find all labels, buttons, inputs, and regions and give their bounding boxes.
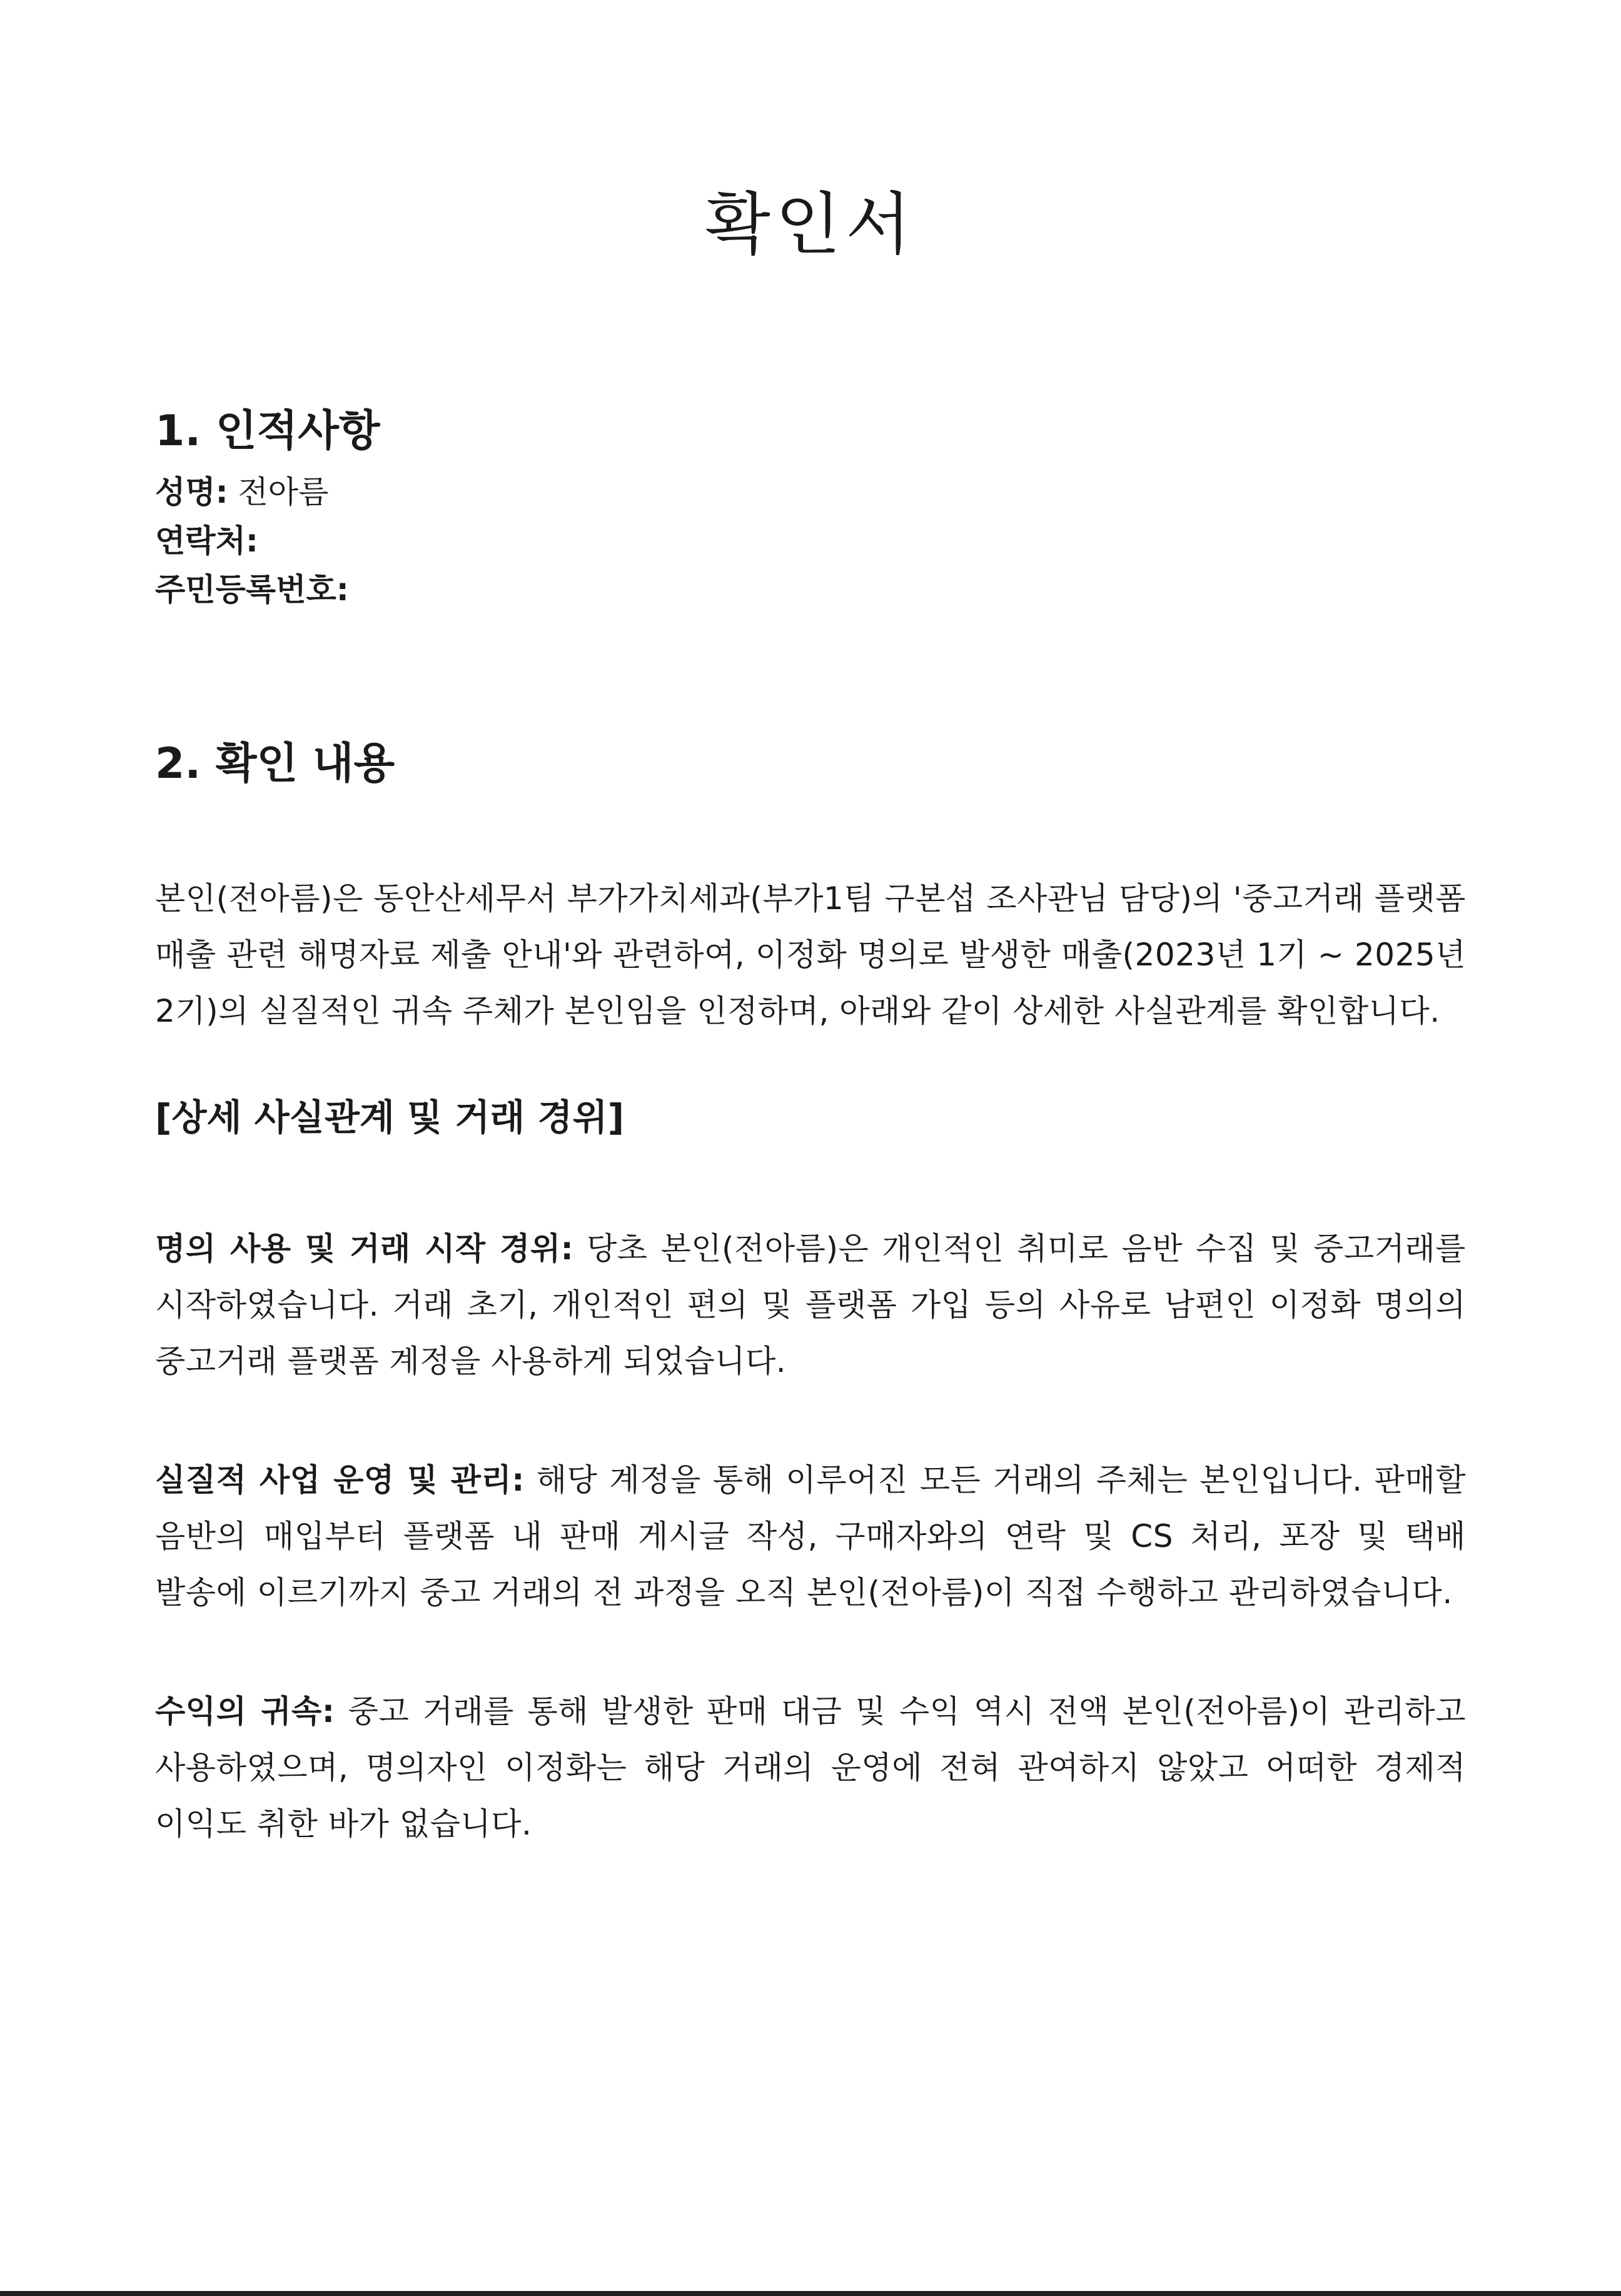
detail-item-operation-text: 해당 계정을 통해 이루어진 모든 거래의 주체는 본인입니다. 판매할 음반의 매입부터 플랫폼 내 판매 게시글 작성, 구매자와의 연락 및 CS 처리, 포장 및 택배 발송에 이르기까지 중고 거래의 전 과정을 오직 본인(전아름)이 직접 수행하고 관리하였습니다. (155, 1462, 1466, 1611)
personal-info-fields (155, 468, 1466, 614)
field-contact (155, 516, 1466, 565)
detail-item-name-usage-text: 당초 본인(전아름)은 개인적인 취미로 음반 수집 및 중고거래를 시작하였습니다. 거래 초기, 개인적인 편의 및 플랫폼 가입 등의 사유로 남편인 이정화 명의의 중고거래 플랫폼 계정을 사용하게 되었습니다. (155, 1231, 1466, 1379)
detail-item-revenue-lead: 수익의 귀속: (155, 1693, 335, 1730)
section-heading-confirmation: 2. 확인 내용 (155, 739, 395, 788)
detail-item-name-usage (155, 1221, 1466, 1389)
field-name-label: 성명: (155, 474, 228, 510)
intro-paragraph: 본인(전아름)은 동안산세무서 부가가치세과(부가1팀 구본섭 조사관님 담당)의 '중고거래 플랫폼 매출 관련 해명자료 제출 안내'와 관련하여, 이정화 명의로 발생한 매출(2023년 1기 ~ 2025년 2기)의 실질적인 귀속 주체가 본인임을 인정하며, 아래와 같이 상세한 사실관계를 확인합니다. (155, 880, 1466, 1029)
details-subheading: [상세 사실관계 및 거래 경위] (155, 1096, 625, 1139)
field-name-value: 전아름 (228, 474, 329, 510)
document-title: 확인서 (705, 186, 916, 264)
detail-item-revenue (155, 1683, 1466, 1852)
section-heading-personal-info: 1. 인적사항 (155, 406, 380, 456)
document-body (155, 400, 1466, 1852)
page-bottom-border (0, 2291, 1621, 2296)
detail-item-operation-lead: 실질적 사업 운영 및 관리: (155, 1462, 525, 1498)
detail-item-revenue-text: 중고 거래를 통해 발생한 판매 대금 및 수익 역시 전액 본인(전아름)이 관리하고 사용하였으며, 명의자인 이정화는 해당 거래의 운영에 전혀 관여하지 않았고 어떠한 경제적 이익도 취한 바가 없습니다. (155, 1693, 1466, 1842)
field-name (155, 468, 1466, 516)
detail-item-operation (155, 1452, 1466, 1621)
detail-item-name-usage-lead: 명의 사용 및 거래 시작 경위: (155, 1231, 574, 1267)
field-resident-number (155, 565, 1466, 614)
field-contact-label: 연락처: (155, 523, 258, 559)
field-resident-number-label: 주민등록번호: (155, 571, 349, 608)
